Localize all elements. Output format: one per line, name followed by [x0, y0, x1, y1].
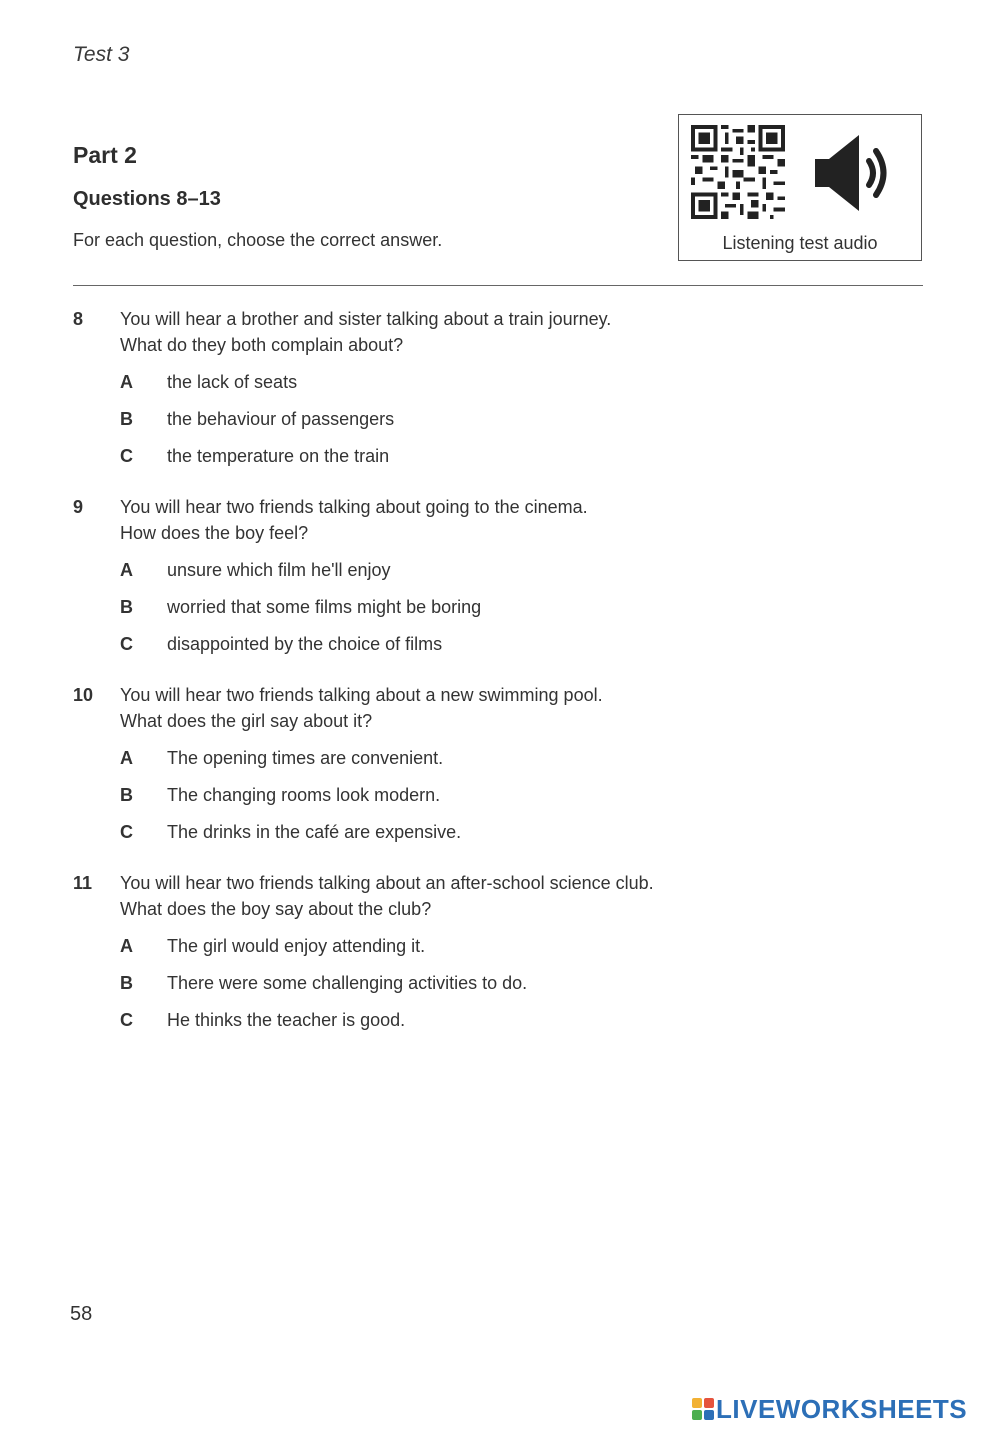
question-number: 10: [73, 685, 94, 705]
option-text: the temperature on the train: [167, 446, 390, 466]
question-prompt: What does the girl say about it?: [120, 711, 373, 731]
qr-code-icon[interactable]: [691, 125, 785, 219]
option-letter: C: [120, 634, 133, 654]
option-letter: A: [120, 372, 133, 392]
option-text: the behaviour of passengers: [167, 409, 395, 429]
speaker-icon[interactable]: [813, 131, 897, 215]
listening-audio-box[interactable]: [678, 114, 922, 261]
liveworksheets-logo-icon: [692, 1398, 714, 1420]
option-letter: A: [120, 936, 133, 956]
option-letter: B: [120, 409, 133, 429]
question-context: You will hear a brother and sister talking about a train journey.: [120, 309, 612, 329]
option-text: unsure which film he'll enjoy: [167, 560, 391, 580]
page-number: 58: [70, 1303, 93, 1325]
brand-name: LIVEWORKSHEETS: [716, 1394, 968, 1424]
option-letter: C: [120, 446, 133, 466]
question-prompt: What do they both complain about?: [120, 335, 404, 355]
option-text: The changing rooms look modern.: [167, 785, 441, 805]
option-letter: B: [120, 597, 133, 617]
option-text: There were some challenging activities to do.: [167, 973, 528, 993]
option-letter: A: [120, 748, 133, 768]
part-title: Part 2: [73, 142, 137, 168]
questions-range: Questions 8–13: [73, 188, 221, 210]
option-letter: B: [120, 973, 133, 993]
option-text: The girl would enjoy attending it.: [167, 936, 426, 956]
question-prompt: How does the boy feel?: [120, 523, 309, 543]
option-text: disappointed by the choice of films: [167, 634, 443, 654]
question-context: You will hear two friends talking about a new swimming pool.: [120, 685, 603, 705]
question-number: 9: [73, 497, 84, 517]
option-text: worried that some films might be boring: [167, 597, 482, 617]
option-letter: B: [120, 785, 133, 805]
question-prompt: What does the boy say about the club?: [120, 899, 432, 919]
question-number: 8: [73, 309, 84, 329]
audio-label: Listening test audio: [722, 233, 878, 253]
question-context: You will hear two friends talking about an after-school science club.: [120, 873, 654, 893]
option-letter: C: [120, 822, 133, 842]
option-text: The drinks in the café are expensive.: [167, 822, 462, 842]
question-context: You will hear two friends talking about going to the cinema.: [120, 497, 588, 517]
option-text: The opening times are convenient.: [167, 748, 444, 768]
running-head: Test 3: [73, 43, 130, 66]
instruction-text: For each question, choose the correct answer.: [73, 230, 443, 250]
question-number: 11: [73, 873, 93, 893]
option-text: He thinks the teacher is good.: [167, 1010, 406, 1030]
section-divider: [73, 285, 923, 286]
option-letter: A: [120, 560, 133, 580]
option-letter: C: [120, 1010, 133, 1030]
option-text: the lack of seats: [167, 372, 298, 392]
